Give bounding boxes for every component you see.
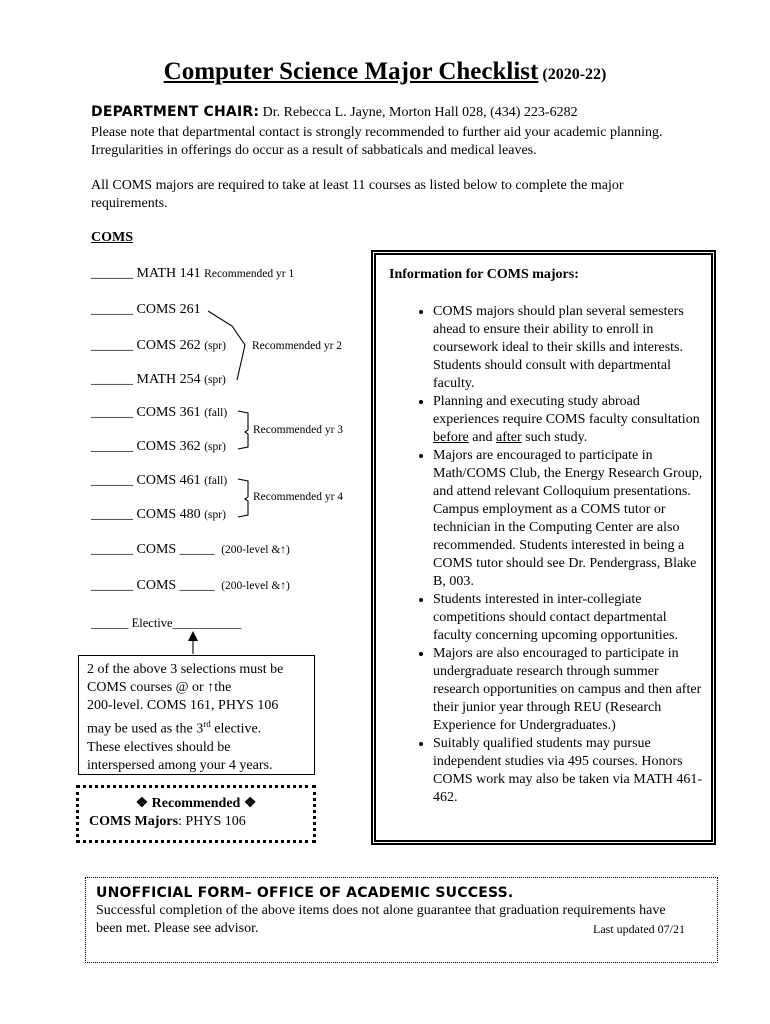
info-item: • Majors are also encouraged to participate in undergraduate research through summer research opportunities on campus and then after their junior year through REU (Research Experience for Undergraduates.) bbox=[433, 645, 707, 735]
note-line: COMS courses @ or ↑the bbox=[87, 680, 232, 695]
info-box bbox=[374, 253, 713, 842]
blank-line: ______ bbox=[91, 302, 133, 317]
abroad-text: Planning and executing study abroad experiences require COMS faculty consultation bbox=[433, 394, 700, 427]
term-note: (spr) bbox=[204, 340, 226, 352]
chair-label: DEPARTMENT CHAIR: bbox=[91, 104, 260, 120]
chair-info: Dr. Rebecca L. Jayne, Morton Hall 028, (434) 223-6282 bbox=[262, 105, 578, 120]
info-item-abroad bbox=[433, 393, 707, 447]
course-name: COMS 362 bbox=[136, 439, 201, 454]
note-line: may be used as the 3rd elective. bbox=[87, 719, 262, 737]
term-note: (spr) bbox=[204, 441, 226, 453]
requirement-line-2: requirements. bbox=[91, 196, 168, 211]
course-name: Elective___________ bbox=[131, 616, 242, 630]
blank-line: ______ bbox=[91, 542, 133, 557]
title-years: (2020-22) bbox=[542, 66, 607, 83]
intro-line-1: Please note that departmental contact is strongly recommended to further aid your academic planning. bbox=[91, 125, 663, 140]
level-note: (200-level &↑) bbox=[221, 544, 290, 556]
term-note: (spr) bbox=[204, 374, 226, 386]
info-item: • Students interested in inter-collegiate competitions should contact departmental faculty concerning upcoming opportunities. bbox=[433, 591, 707, 645]
recommended-line: COMS Majors: PHYS 106 bbox=[89, 814, 246, 829]
blank-line: ______ bbox=[91, 338, 133, 353]
blank-line: ______ bbox=[91, 405, 133, 420]
term-note: (spr) bbox=[204, 509, 226, 521]
course-name: COMS 361 bbox=[136, 405, 201, 420]
bracket-yr3 bbox=[238, 411, 248, 449]
recommended-yr1: Recommended yr 1 bbox=[204, 268, 295, 280]
blank-line: ______ bbox=[91, 473, 133, 488]
note-line: interspersed among your 4 years. bbox=[87, 757, 273, 773]
note-line: 2 of the above 3 selections must be bbox=[87, 662, 284, 677]
coms-heading: COMS bbox=[91, 230, 133, 245]
footer-line-2: been met. Please see advisor. Last updated 07/21 bbox=[96, 921, 685, 936]
blank-line: ______ bbox=[91, 507, 133, 522]
footer-box bbox=[85, 877, 718, 963]
bracket-yr4 bbox=[238, 479, 248, 517]
abroad-and: and bbox=[468, 430, 496, 445]
bracket-yr2 bbox=[208, 311, 245, 380]
recommended-yr2: Recommended yr 2 bbox=[252, 340, 343, 352]
title-main: Computer Science Major Checklist bbox=[163, 58, 539, 85]
blank-line: ______ bbox=[91, 616, 129, 630]
level-note: (200-level &↑) bbox=[221, 580, 290, 592]
info-item: • Suitably qualified students may pursue independent studies via 495 courses. Honors COMS work may also be taken via MATH 461-462. bbox=[433, 735, 707, 807]
footer-title: UNOFFICIAL FORM– OFFICE OF ACADEMIC SUCCESS. bbox=[96, 885, 514, 901]
course-name: COMS 480 bbox=[136, 507, 201, 522]
term-note: (fall) bbox=[204, 407, 228, 419]
info-item: • Majors are encouraged to participate in Math/COMS Club, the Energy Research Group, and attend relevant Colloquium presentations. Campus employment as a COMS tutor or technician in the Computing Center are also recommended. Students interested in being a COMS tutor should see Dr. Pendergrass, Blake B, 003. bbox=[433, 447, 707, 591]
blank-line: ______ bbox=[91, 266, 133, 281]
recommended-yr3: Recommended yr 3 bbox=[253, 424, 344, 436]
note-line: These electives should be bbox=[87, 739, 231, 755]
abroad-before: before bbox=[433, 430, 469, 445]
requirement-line-1: All COMS majors are required to take at least 11 courses as listed below to complete the major bbox=[91, 178, 624, 193]
course-name: COMS 262 bbox=[136, 338, 201, 353]
recommended-box bbox=[76, 785, 316, 843]
recommended-yr4: Recommended yr 4 bbox=[253, 491, 344, 503]
abroad-end: such study. bbox=[521, 430, 588, 445]
abroad-after: after bbox=[495, 430, 522, 445]
course-name: COMS _____ bbox=[136, 578, 215, 593]
blank-line: ______ bbox=[91, 372, 133, 387]
last-updated: Last updated 07/21 bbox=[593, 922, 685, 936]
note-line: 200-level. COMS 161, PHYS 106 bbox=[87, 698, 279, 713]
blank-line: ______ bbox=[91, 439, 133, 454]
course-name: MATH 141 bbox=[136, 266, 201, 281]
elective-note-box bbox=[78, 655, 315, 775]
blank-line: ______ bbox=[91, 578, 133, 593]
info-item: • COMS majors should plan several semesters ahead to ensure their ability to enroll in coursework ideal to their skills and interests. Students should consult with departmental faculty. bbox=[433, 303, 707, 393]
footer-line-1: Successful completion of the above items does not alone guarantee that graduation requirements have bbox=[96, 903, 666, 918]
arrow-up-icon bbox=[188, 631, 198, 641]
course-name: COMS 461 bbox=[136, 473, 201, 488]
course-name: COMS _____ bbox=[136, 542, 215, 557]
recommended-heading: ❖ Recommended ❖ bbox=[135, 796, 257, 811]
term-note: (fall) bbox=[204, 475, 228, 487]
info-list bbox=[389, 303, 707, 807]
info-title: Information for COMS majors: bbox=[389, 267, 579, 282]
intro-line-2: Irregularities in offerings do occur as a result of sabbaticals and medical leaves. bbox=[91, 143, 537, 158]
course-name: COMS 261 bbox=[136, 302, 201, 317]
course-name: MATH 254 bbox=[136, 372, 201, 387]
